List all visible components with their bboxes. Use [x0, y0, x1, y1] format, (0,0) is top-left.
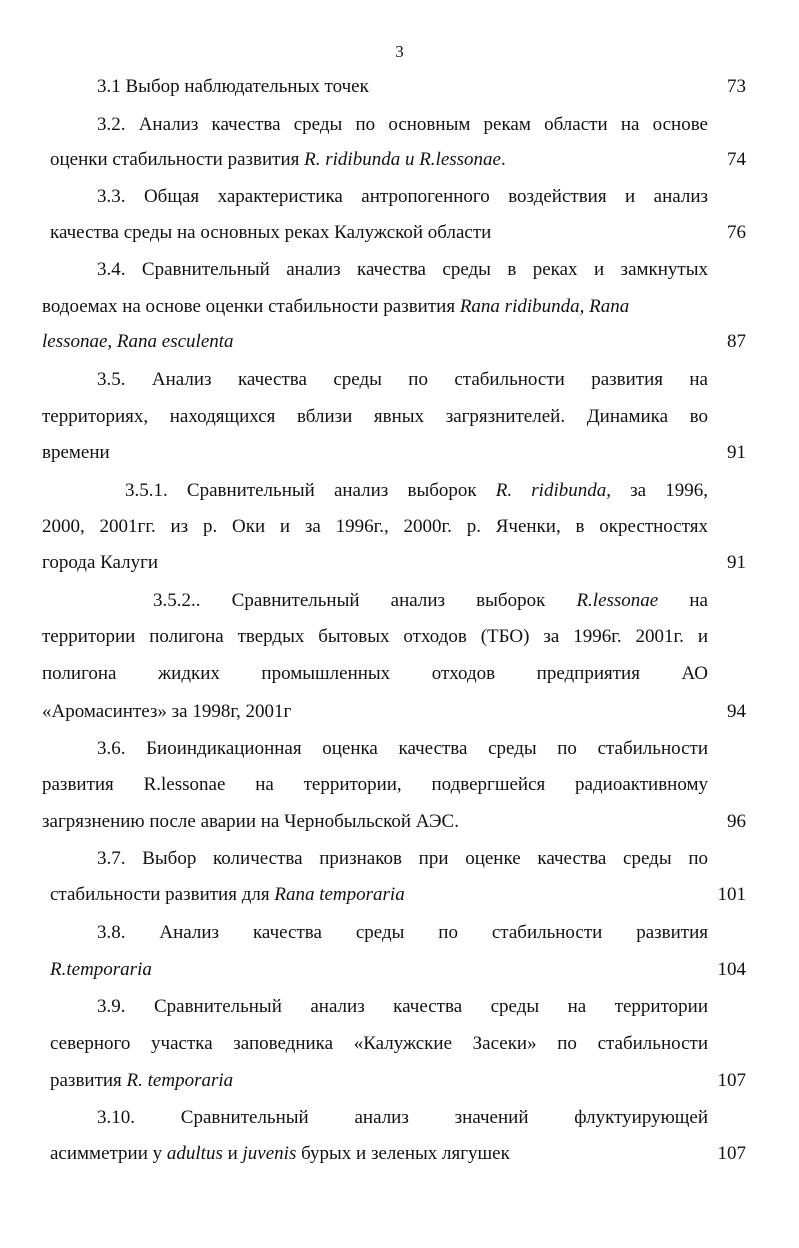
toc-species-name: Rana ridibunda, Rana: [459, 296, 630, 317]
toc-line: [42, 700, 291, 724]
toc-text: северного участка заповедника «Калужские Засеки» по стабильности: [50, 1033, 708, 1054]
toc-species-name: R. temporaria: [126, 1070, 234, 1091]
toc-line: [97, 113, 708, 137]
toc-line: [97, 185, 708, 209]
toc-text: города Калуги: [42, 552, 159, 573]
toc-line: [97, 847, 708, 871]
toc-text: оценки стабильности развития: [50, 149, 305, 170]
toc-line: [153, 589, 708, 613]
toc-page-number: 107: [717, 1070, 746, 1091]
toc-line: [42, 625, 708, 649]
toc-text: 3.10. Сравнительный анализ значений флуктуирующей: [97, 1107, 708, 1128]
toc-line: [97, 921, 708, 945]
toc-species-name: R.temporaria: [50, 959, 152, 980]
toc-line: [97, 368, 708, 392]
toc-text: асимметрии у: [50, 1143, 167, 1164]
toc-text: 3.4. Сравнительный анализ качества среды в реках и замкнутых: [97, 259, 708, 280]
toc-species-name: R.lessonae: [576, 590, 659, 611]
toc-line: [42, 551, 158, 575]
toc-page-number: 74: [727, 149, 746, 170]
toc-line: [125, 479, 708, 503]
toc-text: «Аромасинтез» за 1998г, 2001г: [42, 701, 292, 722]
toc-page-number: 76: [727, 222, 746, 243]
toc-line: [97, 995, 708, 1019]
toc-line: [97, 75, 369, 99]
toc-species-name: R. ridibunda: [304, 149, 401, 170]
toc-text: развития R.lessonae на территории, подвергшейся радиоактивному: [42, 774, 708, 795]
toc-page-number: 94: [727, 701, 746, 722]
toc-text: загрязнению после аварии на Чернобыльской АЭС.: [42, 811, 459, 832]
toc-text: , за 1996,: [606, 480, 708, 501]
toc-line: [50, 1069, 233, 1093]
toc-line: [50, 1032, 708, 1056]
toc-species-name: R. ridibunda: [495, 480, 607, 501]
toc-text: водоемах на основе оценки стабильности развития: [42, 296, 460, 317]
toc-term: juvenis: [242, 1143, 297, 1164]
toc-line: [50, 221, 491, 245]
toc-text: 3.5.2.. Сравнительный анализ выборок: [153, 590, 577, 611]
toc-text: и: [222, 1143, 243, 1164]
toc-line: [42, 515, 708, 539]
toc-text: территории полигона твердых бытовых отходов (ТБО) за 1996г. 2001г. и: [42, 626, 708, 647]
toc-line: [50, 1142, 510, 1166]
toc-page-number: 91: [727, 552, 746, 573]
toc-page-number: 91: [727, 442, 746, 463]
toc-text: 3.7. Выбор количества признаков при оценке качества среды по: [97, 848, 708, 869]
toc-page-number: 96: [727, 811, 746, 832]
toc-text: качества среды на основных реках Калужской области: [50, 222, 492, 243]
toc-text: 3.6. Биоиндикационная оценка качества среды по стабильности: [97, 738, 708, 759]
toc-line: [50, 883, 405, 907]
toc-page-number: 104: [717, 959, 746, 980]
toc-text: 3.8. Анализ качества среды по стабильности развития: [97, 922, 708, 943]
toc-line: [97, 1106, 708, 1130]
toc-text: времени: [42, 442, 110, 463]
toc-page-number: 107: [717, 1143, 746, 1164]
toc-line: [50, 148, 506, 172]
toc-text: 3.5.1. Сравнительный анализ выборок: [125, 480, 496, 501]
toc-species-name: R.lessonae: [419, 149, 501, 170]
toc-page-number: 87: [727, 331, 746, 352]
toc-text: на: [658, 590, 708, 611]
toc-text: бурых и зеленых лягушек: [296, 1143, 510, 1164]
toc-text: стабильности развития для: [50, 884, 275, 905]
toc-line: [42, 405, 708, 429]
toc-species-name: Rana temporaria: [274, 884, 405, 905]
toc-line: [42, 295, 629, 319]
toc-page-number: 73: [727, 76, 746, 97]
toc-line: [42, 441, 110, 465]
toc-text-italic: и: [400, 149, 415, 170]
toc-line: [50, 958, 152, 982]
toc-text: 3.2. Анализ качества среды по основным рекам области на основе: [97, 114, 708, 135]
toc-text: 3.3. Общая характеристика антропогенного воздействия и анализ: [97, 186, 708, 207]
page-number: 3: [395, 42, 404, 61]
toc-line: [97, 258, 708, 282]
toc-species-name: lessonae, Rana esculenta: [42, 331, 234, 352]
toc-line: [42, 810, 459, 834]
toc-text: 3.1 Выбор наблюдательных точек: [97, 76, 369, 97]
toc-line: [42, 662, 708, 686]
toc-line: [42, 330, 234, 354]
toc-line: [42, 773, 708, 797]
toc-line: [97, 737, 708, 761]
toc-text: полигона жидких промышленных отходов предприятия АО: [42, 663, 708, 684]
toc-text: 3.9. Сравнительный анализ качества среды на территории: [97, 996, 708, 1017]
toc-term: adultus: [166, 1143, 223, 1164]
toc-text: .: [501, 149, 506, 170]
toc-text: 3.5. Анализ качества среды по стабильности развития на: [97, 369, 708, 390]
toc-text: развития: [50, 1070, 127, 1091]
toc-page-number: 101: [717, 884, 746, 905]
toc-text: территориях, находящихся вблизи явных загрязнителей. Динамика во: [42, 406, 708, 427]
toc-text: 2000, 2001гг. из р. Оки и за 1996г., 2000г. р. Яченки, в окрестностях: [42, 516, 708, 537]
